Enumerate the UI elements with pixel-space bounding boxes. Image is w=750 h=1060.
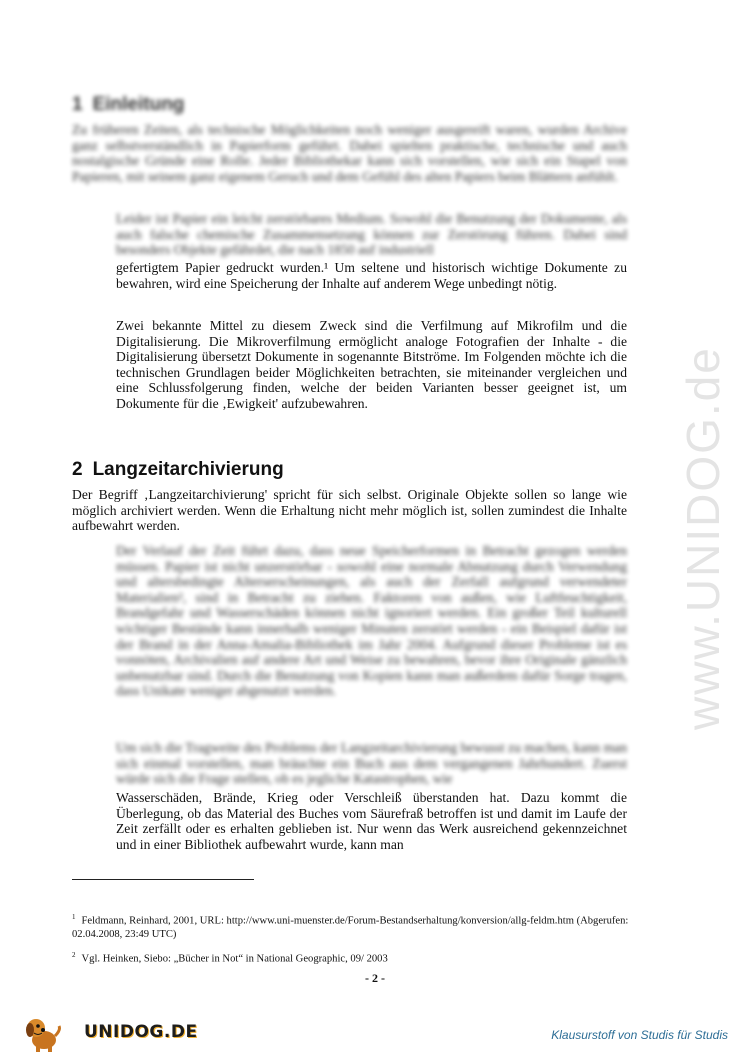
paragraph-definition: Der Begriff ‚Langzeitarchivierung' spricht für sich selbst. Originale Objekte sollen so lange wie möglich archiviert werden. Wenn die Erhaltung nicht mehr möglich ist, sollen zumindest die Inhalte aufbewahrt werden. bbox=[72, 487, 627, 534]
section-number: 2 bbox=[72, 459, 83, 480]
footnote-2 bbox=[72, 949, 632, 966]
logo-text: UNIDOG.DE bbox=[84, 1022, 198, 1042]
paragraph-methods: Zwei bekannte Mittel zu diesem Zweck sind die Verfilmung auf Mikrofilm und die Digitalisierung. Die Mikroverfilmung ermöglicht analoge Fotografien der Inhalte - die Digitalisierung übersetzt Dokumente in sogenannte Bitströme. Im Folgenden möchte ich die technischen Grundlagen beider Möglichkeiten betrachten, sie miteinander vergleichen und eine Schlussfolgerung finden, welche der beiden Varianten besser geeignet ist, um Dokumente für die ‚Ewigkeit' aufzubewahren. bbox=[116, 318, 627, 411]
watermark: www.UNIDOG.de bbox=[677, 346, 729, 730]
paragraph-paper: gefertigtem Papier gedruckt wurden.¹ Um seltene und historisch wichtige Dokumente zu bewahren, wird eine Speicherung der Inhalte auf anderem Wege unbedingt nötig. bbox=[116, 260, 627, 291]
section-heading-2 bbox=[72, 459, 284, 481]
section-number: 1 bbox=[72, 94, 83, 115]
dog-icon bbox=[22, 1014, 62, 1054]
footer bbox=[0, 1000, 750, 1060]
paragraph-example: Wasserschäden, Brände, Krieg oder Verschleiß überstanden hat. Dazu kommt die Überlegung, ob das Material des Buches vom Säurefraß betroffen ist und damit im Laufe der Zeit zerfällt oder es erhalten geblieben ist. Nur wenn das Werk ausreichend gekennzeichnet und in einer Bibliothek aufbewahrt wurde, kann man bbox=[116, 790, 627, 852]
footnote-1 bbox=[72, 911, 632, 941]
footnote-text: Feldmann, Reinhard, 2001, URL: http://www.uni-muenster.de/Forum-Bestandserhaltung/konversion/allg-feldm.htm (Abgerufen: 02.04.2008, 23:49 UTC) bbox=[72, 915, 629, 940]
section-title: Einleitung bbox=[92, 94, 185, 115]
section-title: Langzeitarchivierung bbox=[92, 459, 284, 480]
footnote-mark: 1 bbox=[72, 913, 76, 921]
paragraph-blurred: Leider ist Papier ein leicht zerstörbares Medium. Sowohl die Benutzung der Dokumente, als auch falsche chemische Zusammensetzung können zur Zerstörung führen. Dabei sind besonders Objekte gefährdet, die nach 1850 auf industriell bbox=[116, 211, 627, 258]
paragraph-blurred: Um sich die Tragweite des Problems der Langzeitarchivierung bewusst zu machen, kann man sich einmal vorstellen, man bräuchte ein Buch aus dem vergangenen Jahrhundert. Zuerst würde sich die Frage stellen, ob es jegliche Katastrophen, wie bbox=[116, 740, 627, 787]
paragraph-blurred: Der Verlauf der Zeit führt dazu, dass neue Speicherformen in Betracht gezogen werden müssen. Papier ist nicht unzerstörbar - sowohl eine normale Abnutzung durch Verwendung und altersbedingte Alterserscheinungen, als auch der Zerfall aufgrund verwendeter Materialien², sind in Betracht zu ziehen. Faktoren von außen, wie Luftfeuchtigkeit, Brandgefahr und Wasserschäden können nicht ignoriert werden. Ein großer Teil kulturell wichtiger Bestände kann innerhalb weniger Minuten zerstört werden - ein Beispiel dafür ist der Brand in der Anna-Amalia-Bibliothek im Jahr 2004. Aufgrund dieser Probleme ist es vonnöten, Archivalien auf andere Art und Weise zu bewahren, bevor ihre Originale gänzlich unbenutzbar sind. Durch die Benutzung von Kopien kann man außerdem dafür Sorge tragen, dass Unikate weniger abgenutzt werden. bbox=[116, 543, 627, 699]
footnote-text: Vgl. Heinken, Siebo: „Bücher in Not“ in National Geographic, 09/ 2003 bbox=[81, 953, 388, 965]
footnote-mark: 2 bbox=[72, 951, 76, 959]
section-heading-1 bbox=[72, 94, 184, 116]
unidog-logo[interactable] bbox=[22, 1014, 198, 1050]
page-number: - 2 - bbox=[365, 971, 385, 985]
footer-tagline: Klausurstoff von Studis für Studis bbox=[551, 1028, 728, 1042]
footnote-divider bbox=[72, 879, 254, 880]
paragraph-intro: Zu früheren Zeiten, als technische Möglichkeiten noch weniger ausgereift waren, wurden Archive ganz selbstverständlich in Papierform geführt. Dabei spielten praktische, technische und auch nostalgische Gründe eine Rolle. Jeder Bibliothekar kann sich vorstellen, wie sich ein Stapel von Papieren, mit seinem ganz eigenem Geruch und dem Gefühl des alten Papiers beim Blättern anfühlt. bbox=[72, 122, 627, 184]
